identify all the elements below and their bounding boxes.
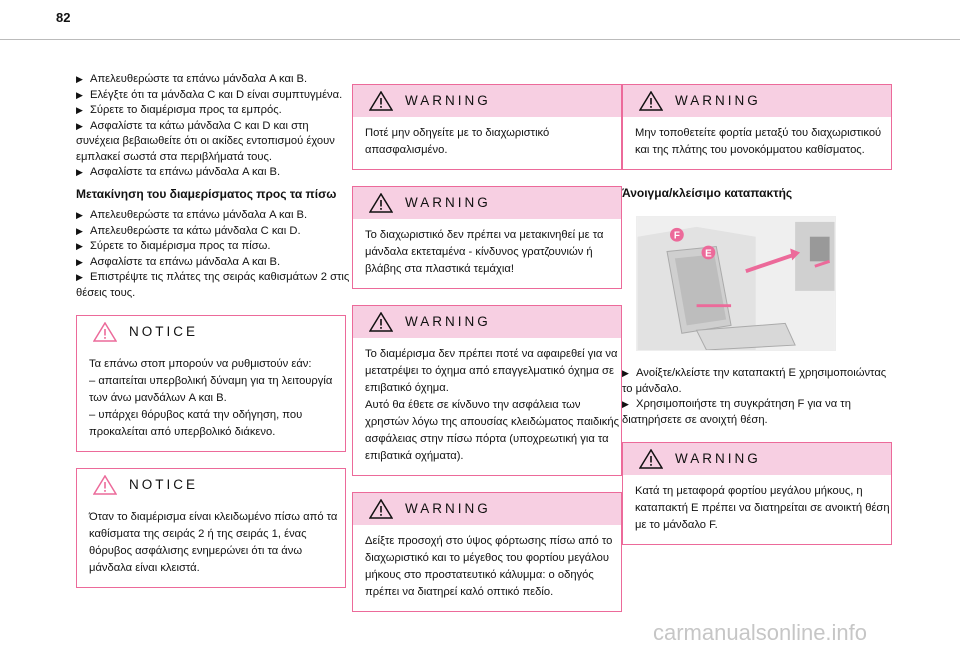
arrow-bullet-icon: [622, 397, 636, 413]
arrow-bullet-icon: [76, 103, 90, 119]
arrow-bullet-icon: [76, 88, 90, 104]
hatch-step-1: ▶Ανοίξτε/κλείστε την καταπακτή E χρησιμοποιώντας: [622, 366, 892, 382]
step-4: ▶Ασφαλίστε τα κάτω μάνδαλα C και D και στη: [76, 119, 346, 135]
notice-header: [77, 316, 345, 348]
warning-box-6: [622, 442, 892, 545]
warning-title: WARNING: [675, 451, 761, 467]
warning-triangle-icon: [369, 312, 393, 332]
notice-title: NOTICE: [129, 477, 199, 493]
warning-triangle-icon: [639, 91, 663, 111]
notice-body: Τα επάνω στοπ μπορούν να ρυθμιστούν εάν: – απαιτείται υπερβολική δύναμη για τη λειτουργία των άνω μανδάλων A και B. – υπάρχει θόρυβος κατά την οδήγηση, που προκαλείται από υπερβολικό διάκενο.: [89, 358, 333, 438]
arrow-bullet-icon: [76, 224, 90, 240]
notice-title: NOTICE: [129, 324, 199, 340]
step-2: ▶Ελέγξτε ότι τα μάνδαλα C και D είναι συμπτυγμένα.: [76, 88, 346, 104]
section-heading: Μετακίνηση του διαμερίσματος προς τα πίσω: [76, 186, 337, 201]
warning-body: Μην τοποθετείτε φορτία μεταξύ του διαχωριστικού και της πλάτης του μονοκόμματου καθίσματος.: [635, 127, 882, 156]
step-b5: ▶Επιστρέψτε τις πλάτες της σειράς καθισμάτων 2 στις: [76, 270, 346, 286]
step-5: ▶Ασφαλίστε τα επάνω μάνδαλα A και B.: [76, 165, 346, 181]
header-divider: [0, 39, 960, 40]
warning-title: WARNING: [405, 195, 491, 211]
warning-title: WARNING: [405, 314, 491, 330]
notice-box-1: [76, 315, 346, 452]
warning-box-4: [352, 492, 622, 612]
warning-triangle-icon: [369, 91, 393, 111]
arrow-bullet-icon: [76, 270, 90, 286]
step-b1: ▶Απελευθερώστε τα επάνω μάνδαλα A και B.: [76, 208, 346, 224]
label-f: F: [673, 230, 680, 242]
arrow-bullet-icon: [622, 366, 636, 382]
hatch-step-2: ▶Χρησιμοποιήστε τη συγκράτηση F για να τη: [622, 397, 892, 413]
watermark: carmanualsonline.info: [653, 620, 868, 645]
warning-box-5: [622, 84, 892, 170]
warning-title: WARNING: [405, 93, 491, 109]
warning-body: Δείξτε προσοχή στο ύψος φόρτωσης πίσω από το διαχωριστικό και το μέγεθος του φορτίου μεγάλου μήκους στο προστατευτικό κάλυμμα: ο οδηγός πρέπει να διατηρεί καλό οπτικό πεδίο.: [365, 535, 613, 598]
arrow-bullet-icon: [76, 119, 90, 135]
arrow-bullet-icon: [76, 239, 90, 255]
step-3: ▶Σύρετε το διαμέρισμα προς τα εμπρός.: [76, 103, 346, 119]
warning-body: Το διαχωριστικό δεν πρέπει να μετακινηθεί με τα μάνδαλα εκτεταμένα - κίνδυνος γρατζουνιών ή βλάβης στα πλαστικά τεμάχια!: [365, 229, 604, 275]
warning-box-3: [352, 305, 622, 476]
warning-triangle-icon: [369, 193, 393, 213]
warning-triangle-icon: [369, 499, 393, 519]
hatch-step-2-cont: διατηρήσετε σε ανοιχτή θέση.: [622, 413, 768, 426]
step-1: ▶Απελευθερώστε τα επάνω μάνδαλα A και B.: [76, 72, 346, 88]
warning-triangle-icon: [93, 322, 117, 342]
column-2: [352, 84, 622, 628]
column-3: [622, 84, 892, 561]
arrow-bullet-icon: [76, 165, 90, 181]
step-b2: ▶Απελευθερώστε τα κάτω μάνδαλα C και D.: [76, 224, 346, 240]
step-b4: ▶Ασφαλίστε τα επάνω μάνδαλα A και B.: [76, 255, 346, 271]
step-b5-cont: θέσεις τους.: [76, 286, 136, 299]
warning-header: [353, 187, 621, 219]
warning-body: Το διαμέρισμα δεν πρέπει ποτέ να αφαιρεθεί για να μετατρέψει το όχημα από επαγγελματικό όχημα σε επιβατικό όχημα. Αυτό θα έθετε σε κίνδυνο την ασφάλεια των χρηστών λόγω της απουσίας κλειδώματος παιδικής ασφάλειας στην πίσω πόρτα (υποχρεωτική για τα επιβατικά οχήματα).: [365, 348, 619, 462]
warning-header: [353, 306, 621, 338]
warning-body: Ποτέ μην οδηγείτε με το διαχωριστικό απασφαλισμένο.: [365, 127, 550, 156]
warning-box-1: [352, 84, 622, 170]
page-number: 82: [56, 10, 71, 25]
column-1: [76, 72, 350, 604]
warning-header: [353, 493, 621, 525]
warning-title: WARNING: [405, 501, 491, 517]
notice-body: Όταν το διαμέρισμα είναι κλειδωμένο πίσω από τα καθίσματα της σειράς 2 ή της σειράς 1, ένας θόρυβος ασφάλισης ενημερώνει ότι τα άνω μάνδαλα είναι κλειστά.: [89, 511, 338, 574]
warning-triangle-icon: [639, 449, 663, 469]
arrow-bullet-icon: [76, 208, 90, 224]
arrow-bullet-icon: [76, 255, 90, 271]
section-heading: Άνοιγμα/κλείσιμο καταπακτής: [622, 186, 793, 200]
step-4-cont: συνέχεια βεβαιωθείτε ότι οι ακίδες εντοπισμού έχουν: [76, 135, 335, 147]
hatch-step-1-cont: το μάνδαλο.: [622, 382, 682, 395]
warning-header: [623, 85, 891, 117]
step-b3: ▶Σύρετε το διαμέρισμα προς τα πίσω.: [76, 239, 346, 255]
label-e: E: [705, 247, 712, 259]
warning-body: Κατά τη μεταφορά φορτίου μεγάλου μήκους, η καταπακτή E πρέπει να διατηρείται σε ανοικτή θέση με το μάνδαλο F.: [635, 485, 890, 531]
warning-title: WARNING: [675, 93, 761, 109]
warning-triangle-icon: [93, 475, 117, 495]
notice-box-2: [76, 468, 346, 588]
warning-header: [623, 443, 891, 475]
hatch-illustration: [636, 216, 836, 351]
step-4-cont: εμπλακεί σωστά στα περιβλήματά τους.: [76, 150, 272, 163]
notice-header: [77, 469, 345, 501]
arrow-bullet-icon: [76, 72, 90, 88]
warning-box-2: [352, 186, 622, 289]
warning-header: [353, 85, 621, 117]
